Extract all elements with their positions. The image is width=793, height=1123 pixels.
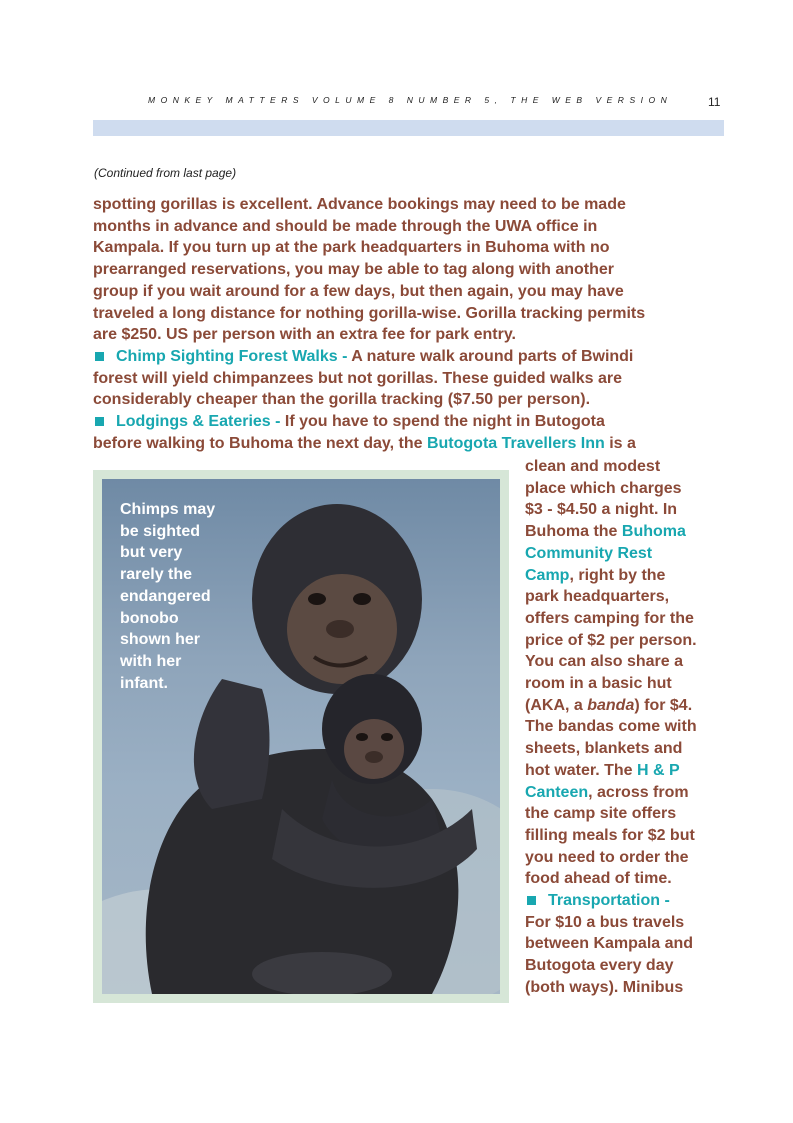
column-line: price of $2 per person. — [525, 631, 697, 649]
chimp-section-line — [93, 346, 733, 368]
canteen-name: Canteen — [525, 783, 589, 801]
caption-line: rarely the — [120, 566, 193, 584]
lodging-section-text: If you have to spend the night in Butogota — [280, 413, 605, 431]
caption-line: with her — [120, 652, 182, 670]
inn-name: Butogota Travellers Inn — [426, 434, 605, 452]
column-line: You can also share a — [525, 653, 683, 671]
column-line: Community Rest — [525, 544, 653, 562]
side-column — [525, 456, 735, 999]
column-line: offers camping for the — [525, 609, 694, 627]
caption-line: endangered — [120, 587, 211, 605]
column-line: Butogota every day — [525, 957, 674, 975]
column-line — [525, 782, 735, 804]
column-text-fragment: , right by the — [569, 566, 666, 584]
transport-section-heading: Transportation - — [548, 892, 670, 910]
photo-caption — [120, 499, 240, 694]
body-line: considerably cheaper than the gorilla tracking ($7.50 per person). — [93, 391, 591, 409]
column-text-fragment: , across from — [588, 783, 689, 801]
column-line: (both ways). Minibus — [525, 978, 684, 996]
article-body — [93, 194, 733, 454]
column-line: place which charges — [525, 479, 682, 497]
column-line: the camp site offers — [525, 805, 677, 823]
banda-term: banda — [587, 696, 635, 714]
column-line: food ahead of time. — [525, 870, 672, 888]
column-line: park headquarters, — [525, 588, 670, 606]
caption-line: be sighted — [120, 522, 201, 540]
column-line: sheets, blankets and — [525, 740, 683, 758]
column-line: clean and modest — [525, 458, 661, 475]
camp-name: Camp — [525, 566, 570, 584]
body-line: months in advance and should be made through the UWA office in — [93, 217, 598, 235]
column-text-fragment: Buhoma the — [525, 523, 622, 541]
column-line — [525, 760, 735, 782]
header-bar — [93, 120, 724, 136]
body-line: forest will yield chimpanzees but not gorillas. These guided walks are — [93, 369, 623, 387]
canteen-name: H & P — [637, 761, 680, 779]
body-line: traveled a long distance for nothing gorilla-wise. Gorilla tracking permits — [93, 304, 646, 322]
body-line: Kampala. If you turn up at the park headquarters in Buhoma with no — [93, 239, 610, 257]
chimp-section-heading: Chimp Sighting Forest Walks - — [116, 347, 348, 365]
caption-line: infant. — [120, 674, 168, 692]
body-text-fragment: is a — [604, 434, 636, 452]
body-line: group if you wait around for a few days, but then again, you may have — [93, 282, 624, 300]
column-line: room in a basic hut — [525, 675, 672, 693]
column-line: $3 - $4.50 a night. In — [525, 501, 678, 519]
body-text-fragment: before walking to Buhoma the next day, the — [93, 434, 427, 452]
caption-line: but very — [120, 544, 183, 562]
caption-line: Chimps may — [120, 501, 216, 518]
column-line: between Kampala and — [525, 935, 694, 953]
column-line: For $10 a bus travels — [525, 913, 685, 931]
lodging-section-heading: Lodgings & Eateries - — [116, 413, 281, 431]
column-line — [525, 565, 735, 587]
continued-note: (Continued from last page) — [94, 166, 237, 180]
chimp-section-text: A nature walk around parts of Bwindi — [347, 347, 634, 365]
transport-section-line — [525, 890, 735, 912]
column-line: you need to order the — [525, 848, 689, 866]
body-line: are $250. US per person with an extra fee for park entry. — [93, 326, 516, 344]
square-bullet-icon — [95, 352, 104, 361]
column-text-fragment: hot water. The — [525, 761, 638, 779]
bonobo-photo — [102, 479, 500, 994]
camp-name: Buhoma — [621, 523, 686, 541]
column-text-fragment: (AKA, a — [525, 696, 588, 714]
column-text-fragment: ) for $4. — [634, 696, 693, 714]
square-bullet-icon — [527, 896, 536, 905]
caption-line: shown her — [120, 631, 201, 649]
page-number: 11 — [708, 95, 721, 109]
body-line — [93, 433, 733, 455]
square-bullet-icon — [95, 417, 104, 426]
body-line: prearranged reservations, you may be able to tag along with another — [93, 261, 615, 279]
column-line — [525, 695, 735, 717]
body-line: spotting gorillas is excellent. Advance bookings may need to be made — [93, 196, 626, 213]
column-line: filling meals for $2 but — [525, 826, 695, 844]
column-line: The bandas come with — [525, 718, 697, 736]
photo-frame — [93, 470, 509, 1003]
column-line — [525, 521, 735, 543]
running-header: MONKEY MATTERS VOLUME 8 NUMBER 5, THE WEB VERSION — [148, 95, 673, 105]
caption-line: bonobo — [120, 609, 179, 627]
lodging-section-line — [93, 411, 733, 433]
